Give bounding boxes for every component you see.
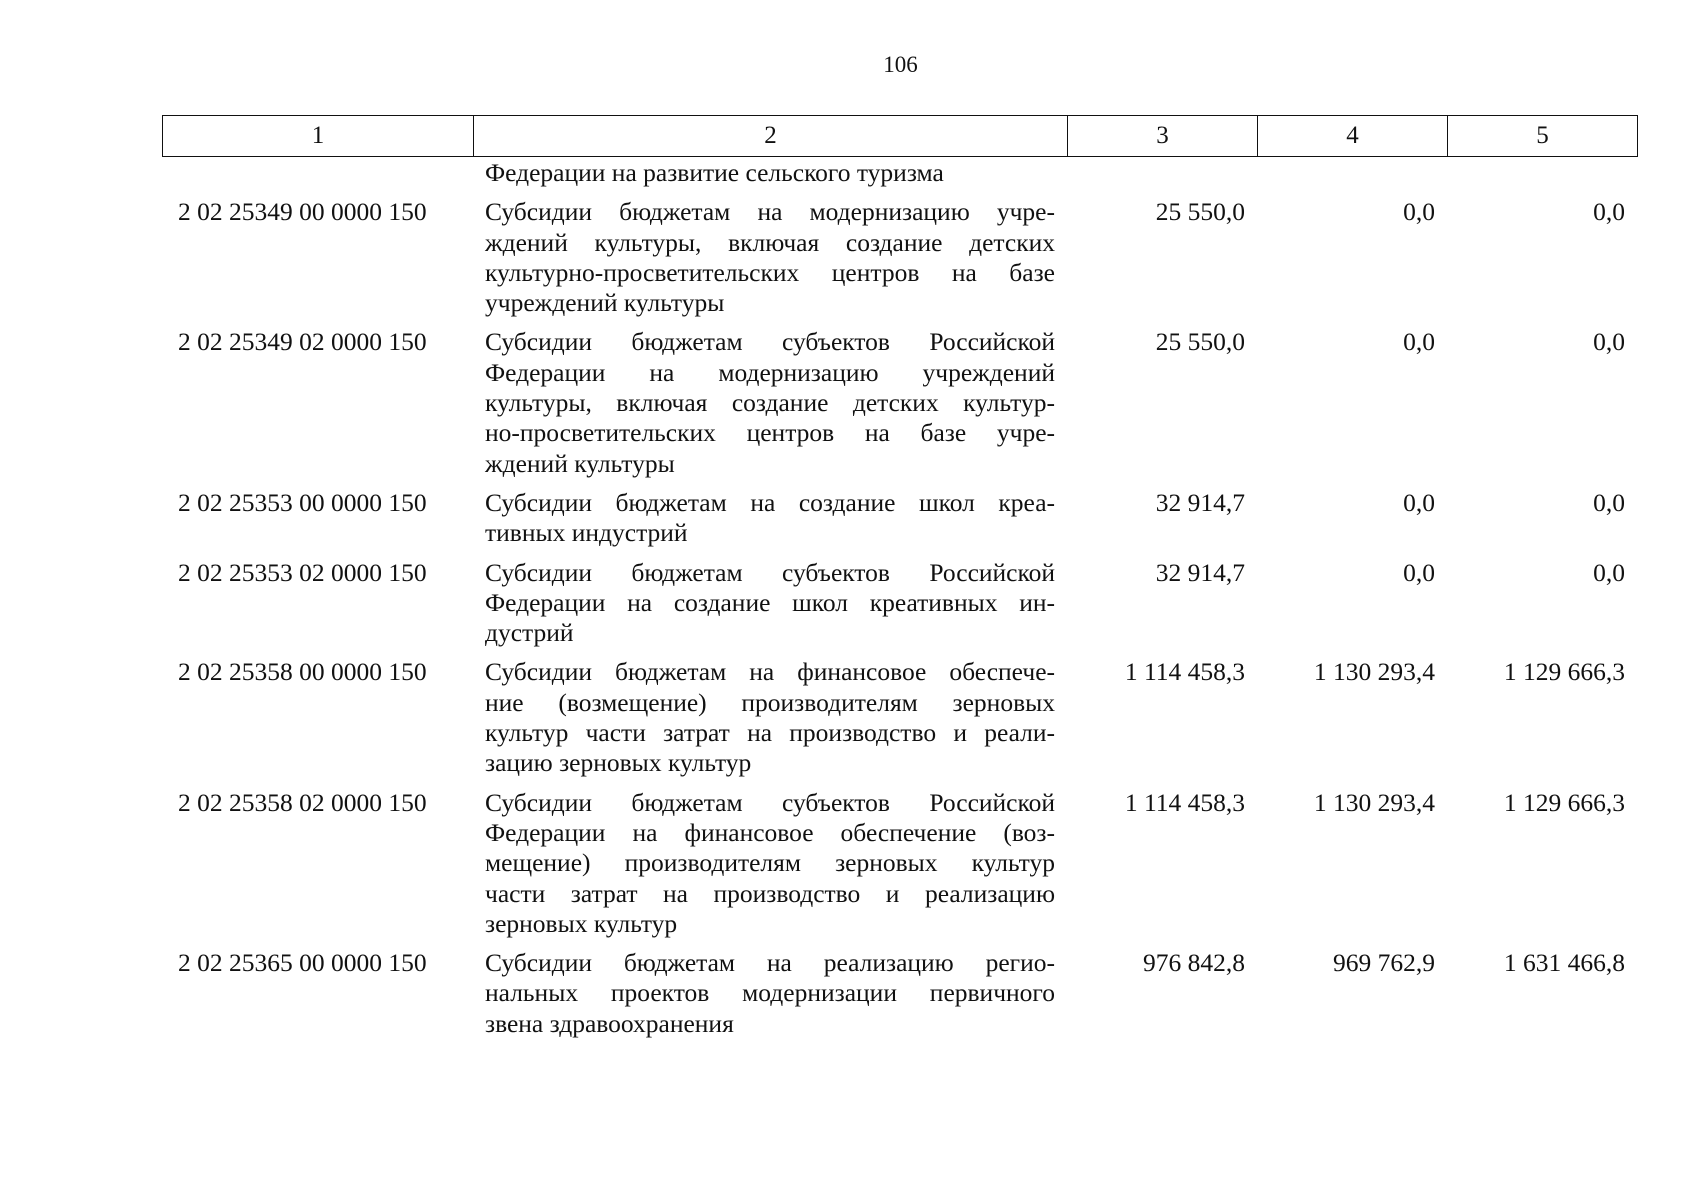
- description-line: зерновых культур: [485, 908, 678, 938]
- budget-table: [162, 158, 1637, 1048]
- amount-column-3: 1 114 458,3: [1124, 657, 1245, 687]
- continuation-empty-5: [1447, 158, 1637, 197]
- continuation-row: [162, 158, 1637, 197]
- amount-column-4: 1 130 293,4: [1313, 787, 1435, 817]
- description-line: Субсидии бюджетам субъектов Российской: [485, 787, 1055, 817]
- continuation-code-cell: [162, 158, 473, 197]
- column-header-row: [163, 116, 1638, 157]
- description-line: зацию зерновых культур: [485, 748, 752, 778]
- description-line: культурно-просветительских центров на базе: [485, 257, 1055, 287]
- budget-code: 2 02 25365 00 0000 150: [178, 948, 427, 978]
- amount-column-5: 1 631 466,8: [1503, 948, 1625, 978]
- budget-code: 2 02 25353 00 0000 150: [178, 487, 427, 517]
- description-line: ждений культуры: [485, 448, 675, 478]
- table-row: [162, 948, 1637, 1048]
- amount-column-4: 1 130 293,4: [1313, 657, 1435, 687]
- table-row: [162, 657, 1637, 787]
- column-header-table: [162, 115, 1638, 157]
- description: [473, 197, 1067, 327]
- description-line: дустрий: [485, 618, 574, 648]
- amount-column-3: 1 114 458,3: [1124, 787, 1245, 817]
- column-header-5: 5: [1448, 116, 1638, 157]
- amount-column-5: 0,0: [1593, 557, 1625, 587]
- amount-column-4: 0,0: [1403, 487, 1435, 517]
- amount-column-5: 1 129 666,3: [1503, 657, 1625, 687]
- column-header-1: 1: [163, 116, 474, 157]
- description-line: Субсидии бюджетам на создание школ креа-: [485, 487, 1055, 517]
- description-line: Субсидии бюджетам на реализацию регио-: [485, 948, 1055, 978]
- amount-column-5: 0,0: [1593, 487, 1625, 517]
- description-line: звена здравоохранения: [485, 1008, 734, 1038]
- column-header-4: 4: [1258, 116, 1448, 157]
- budget-code: 2 02 25349 00 0000 150: [178, 197, 427, 227]
- amount-column-4: 0,0: [1403, 197, 1435, 227]
- budget-code: 2 02 25353 02 0000 150: [178, 557, 427, 587]
- budget-code: 2 02 25349 02 0000 150: [178, 327, 427, 357]
- budget-code: 2 02 25358 00 0000 150: [178, 657, 427, 687]
- description: [473, 788, 1067, 948]
- description-line: Федерации на финансовое обеспечение (воз-: [485, 817, 1055, 847]
- description-line: Субсидии бюджетам субъектов Российской: [485, 327, 1055, 357]
- description: [473, 948, 1067, 1048]
- amount-column-3: 25 550,0: [1155, 327, 1245, 357]
- amount-column-4: 0,0: [1403, 557, 1435, 587]
- description-line: Субсидии бюджетам субъектов Российской: [485, 557, 1055, 587]
- column-header-3: 3: [1068, 116, 1258, 157]
- continuation-text: Федерации на развитие сельского туризма: [485, 158, 944, 187]
- description-line: нальных проектов модернизации первичного: [485, 978, 1055, 1008]
- description-line: мещение) производителям зерновых культур: [485, 848, 1055, 878]
- description-line: части затрат на производство и реализацию: [485, 878, 1055, 908]
- budget-table-body: [162, 158, 1637, 1048]
- description-line: тивных индустрий: [485, 518, 688, 548]
- amount-column-5: 0,0: [1593, 327, 1625, 357]
- amount-column-3: 976 842,8: [1143, 948, 1245, 978]
- description-line: Субсидии бюджетам на модернизацию учре-: [485, 197, 1055, 227]
- description: [473, 558, 1067, 658]
- description-line: ние (возмещение) производителям зерновых: [485, 687, 1055, 717]
- amount-column-4: 969 762,9: [1333, 948, 1435, 978]
- column-header-2: 2: [474, 116, 1068, 157]
- amount-column-5: 1 129 666,3: [1503, 787, 1625, 817]
- continuation-empty-3: [1067, 158, 1257, 197]
- table-row: [162, 558, 1637, 658]
- page-number: 106: [883, 52, 918, 77]
- amount-column-3: 32 914,7: [1155, 557, 1245, 587]
- amount-column-5: 0,0: [1593, 197, 1625, 227]
- budget-code: 2 02 25358 02 0000 150: [178, 787, 427, 817]
- table-row: [162, 788, 1637, 948]
- description: [473, 488, 1067, 558]
- amount-column-3: 32 914,7: [1155, 487, 1245, 517]
- table-row: [162, 488, 1637, 558]
- description-line: ждений культуры, включая создание детских: [485, 227, 1055, 257]
- continuation-empty-4: [1257, 158, 1447, 197]
- description-line: учреждений культуры: [485, 288, 725, 318]
- description: [473, 327, 1067, 487]
- description-line: Федерации на модернизацию учреждений: [485, 357, 1055, 387]
- description-line: Субсидии бюджетам на финансовое обеспече-: [485, 657, 1055, 687]
- table-row: [162, 327, 1637, 487]
- description-line: но-просветительских центров на базе учре-: [485, 418, 1055, 448]
- amount-column-3: 25 550,0: [1155, 197, 1245, 227]
- description-line: культур части затрат на производство и реали-: [485, 718, 1055, 748]
- amount-column-4: 0,0: [1403, 327, 1435, 357]
- table-row: [162, 197, 1637, 327]
- description: [473, 657, 1067, 787]
- description-line: Федерации на создание школ креативных ин-: [485, 587, 1055, 617]
- description-line: культуры, включая создание детских культур-: [485, 388, 1055, 418]
